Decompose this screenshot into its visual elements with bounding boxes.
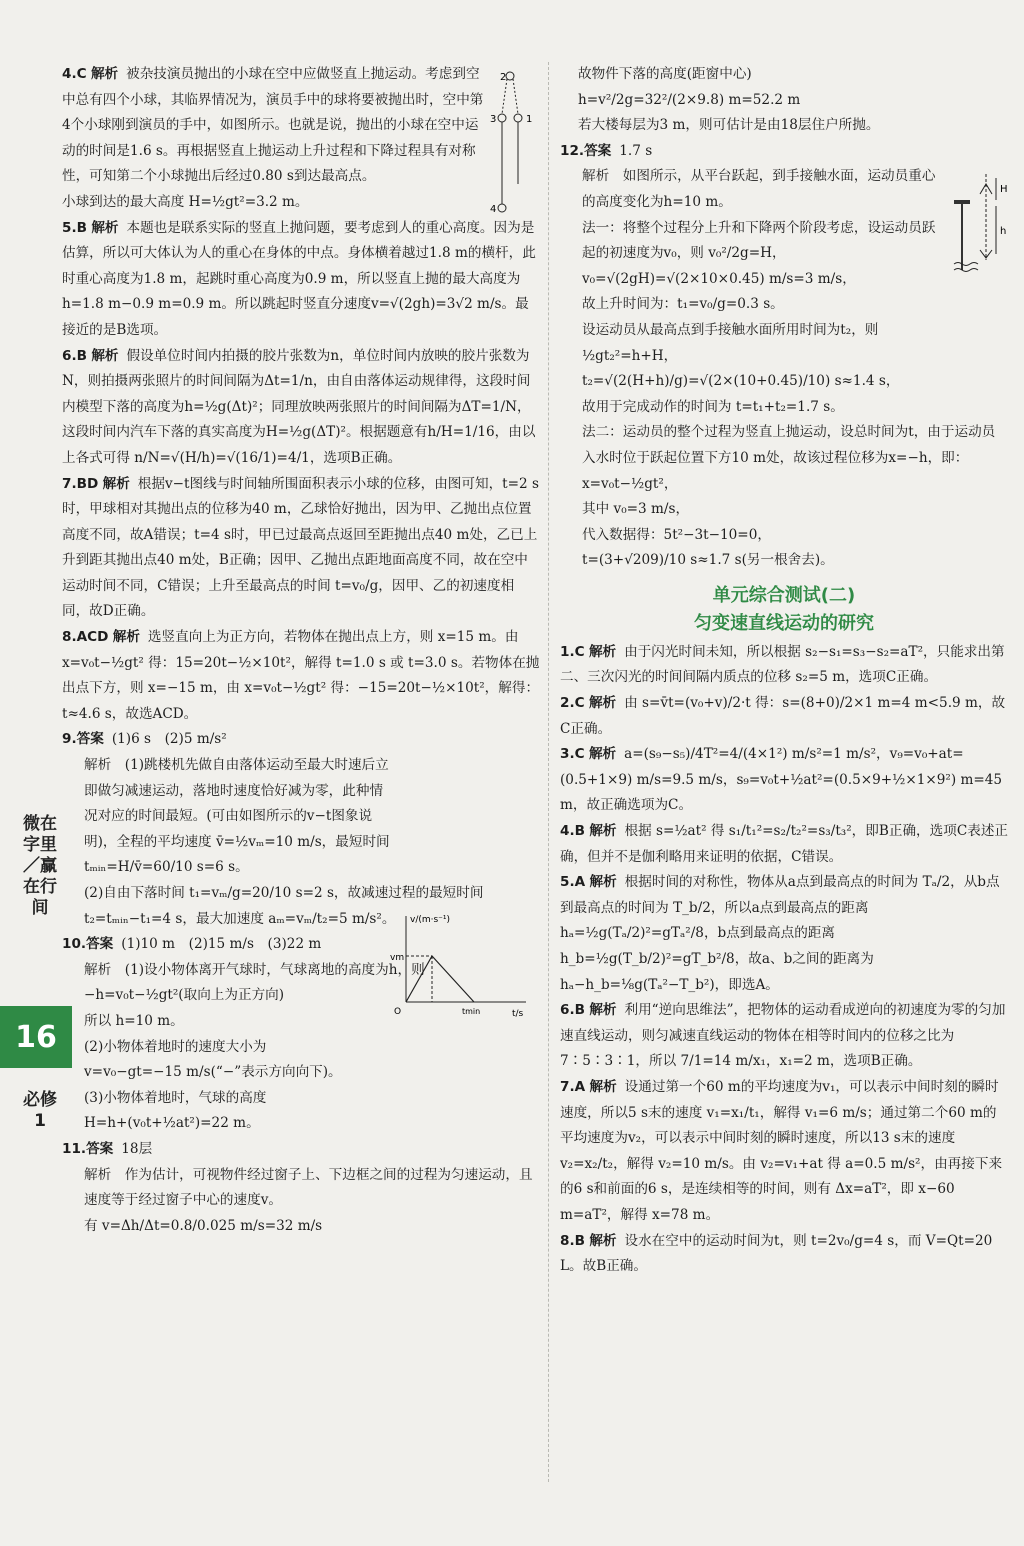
ball-label: 1 [526, 114, 533, 125]
answer-7: 7.BD 解析 根据v−t图线与时间轴所围面积表示小球的位移，由图可知，t=2 s时，甲球相对其抛出点的位移为40 m，乙球恰好抛出，因为甲、乙抛出点位置高度不同，故A错误；t=4 s时，甲已过最高点返回至距抛出点40 m处，乙已上升到距其抛出点40 m处，B正确；因甲、乙抛出点距地面高度不同，故在空中运动时间不同，C错误；上升至最高点的时间 t=v₀/g，因甲、乙的初速度相同，故D正确。 [62, 475, 539, 620]
answer-12-head: 12.答案 1.7 s [560, 142, 653, 159]
juggling-balls-figure [488, 66, 538, 220]
ball-label: 2 [500, 72, 507, 83]
answer-12-line: ½gt₂²=h+H， [582, 347, 678, 364]
answer-12-line: t=(3+√209)/10 s≈1.7 s(另一根舍去)。 [582, 552, 834, 569]
answer-12-line: 代入数据得：5t²−3t−10=0， [582, 526, 771, 543]
answer-12-line: 法二：运动员的整个过程为竖直上抛运动，设总时间为t，由于运动员入水时位于跃起位置下方10 m处，故该过程位移为x=−h，即：x=v₀t−½gt²， [582, 424, 996, 492]
test-answer-6: 6.B 解析 利用“逆向思维法”，把物体的运动看成逆向的初速度为零的匀加速直线运动，则匀减速直线运动的物体在相等时间内的位移之比为 7∶5∶3∶1，所以 7/1=14 m/x₁，x₁=2 m，选项B正确。 [560, 1002, 1006, 1070]
answer-10-line: v=v₀−gt=−15 m/s(“−”表示方向向下)。 [84, 1064, 342, 1081]
vt-origin-label: O [394, 1007, 402, 1017]
answer-8: 8.ACD 解析 选竖直向上为正方向，若物体在抛出点上方，则 x=15 m。由 x=v₀t−½gt² 得：15=20t−½×10t²，解得 t=1.0 s 或 t=3.0 s。若物体在抛出点下方，则 x=−15 m，由 x=v₀t−½gt² 得：−15=20t−½×10t²，解得：t≈4.6 s，故选ACD。 [62, 629, 540, 722]
right-column [560, 62, 1008, 1280]
vt-tmin-label: tmin [462, 1007, 481, 1016]
answer-10-head: 10.答案 (1)10 m (2)15 m/s (3)22 m [62, 936, 322, 953]
answer-12-line: 解析 如图所示，从平台跃起，到手接触水面，运动员重心的高度变化为h=10 m。 [582, 168, 936, 210]
test-answer-1: 1.C 解析 由于闪光时间未知，所以根据 s₂−s₁=s₃−s₂=aT²，只能求出第二、三次闪光的时间间隔内质点的位移 s₂=5 m，选项C正确。 [560, 643, 1005, 686]
side-slogan: 微在字里／赢在行间 [23, 814, 57, 918]
answer-9-line-1: 解析 (1)跳楼机先做自由落体运动至最大时速后立即做匀减速运动，落地时速度恰好减为零，此种情况对应的时间最短。(可由如图所示的v−t图象说明)，全程的平均速度 v̄=½vₘ=10 m/s，最短时间 tₘᵢₙ=H/v̄=60/10 s=6 s。 [84, 757, 394, 876]
test-answer-2: 2.C 解析 由 s=v̄t=(v₀+v)/2·t 得：s=(8+0)/2×1 m=4 m<5.9 m，故C正确。 [560, 695, 1006, 737]
left-column [62, 62, 540, 1239]
answer-10-line: 所以 h=10 m。 [84, 1012, 184, 1029]
answer-12-line: 故上升时间为：t₁=v₀/g=0.3 s。 [582, 296, 784, 313]
test-answer-7: 7.A 解析 设通过第一个60 m的平均速度为v₁，可以表示中间时刻的瞬时速度，所以5 s末的速度 v₁=x₁/t₁，解得 v₁=6 m/s；通过第二个60 m的平均速度为v₂，可以表示中间时刻的瞬时速度，所以13 s末的速度 v₂=x₂/t₂，解得 v₂=10 m/s。由 v₂=v₁+at 得 a=0.5 m/s²，由再接下来的6 s和前面的6 s，是连续相等的时间，则有 Δx=aT²，即 x−60 m=aT²，解得 x=78 m。 [560, 1078, 1003, 1223]
answer-10-line: −h=v₀t−½gt²(取向上为正方向) [84, 987, 285, 1004]
answer-11-cont: 若大楼每层为3 m，则可估计是由18层住户所抛。 [578, 117, 880, 134]
answer-12-line: 设运动员从最高点到手接触水面所用时间为t₂，则 [582, 321, 879, 338]
test-answer-3: 3.C 解析 a=(s₉−s₅)/4T²=4/(4×1²) m/s²=1 m/s²，v₉=v₀+at=(0.5+1×9) m/s=9.5 m/s，s₉=v₀t+½at²=(0.5×9+½×1×9²) m=45 m，故正确选项为C。 [560, 746, 1007, 814]
answer-10-line: H=h+(v₀t+½at²)=22 m。 [84, 1115, 260, 1132]
test-answer-8: 8.B 解析 设水在空中的运动时间为t，则 t=2v₀/g=4 s，而 V=Qt=20 L。故B正确。 [560, 1232, 997, 1275]
answer-6: 6.B 解析 假设单位时间内拍摄的胶片张数为n，单位时间内放映的胶片张数为N，则拍摄两张照片的时间间隔为Δt=1/n，由自由落体运动规律得，这段时间内模型下落的高度为h=½g(Δt)²；同理放映两张照片的时间间隔为ΔT=1/N，这段时间内汽车下落的真实高度为H=½g(ΔT)²。根据题意有h/H=1/16，由以上各式可得 n/N=√(H/h)=√(16/1)=4/1，选项B正确。 [62, 347, 536, 466]
section-subtitle: 匀变速直线运动的研究 [694, 612, 874, 634]
answer-11-cont: h=v²/2g=32²/(2×9.8) m=52.2 m [578, 91, 801, 108]
answer-11-line: 有 v=Δh/Δt=0.8/0.025 m/s=32 m/s [84, 1217, 323, 1234]
column-divider [548, 62, 549, 1482]
book-label: 必修1 [23, 1090, 57, 1131]
diver-h-label: h [1000, 226, 1007, 237]
answer-9-head: 9.答案 (1)6 s (2)5 m/s² [62, 731, 227, 748]
answer-11-head: 11.答案 18层 [62, 1140, 153, 1157]
ball-label: 3 [490, 114, 497, 125]
vt-graph-figure [386, 908, 536, 1024]
section-title: 单元综合测试(二) [712, 584, 856, 606]
answer-10-line: 解析 (1)设小物体离开气球时，气球离地的高度为h，则 [84, 961, 425, 978]
answer-12-line: 其中 v₀=3 m/s， [582, 501, 690, 518]
answer-12-line: 故用于完成动作的时间为 t=t₁+t₂=1.7 s。 [582, 398, 844, 415]
answer-11-cont: 故物件下落的高度(距窗中心) [578, 66, 752, 82]
test-answer-5: 5.A 解析 根据时间的对称性，物体从a点到最高点的时间为 Tₐ/2，从b点到最高点的时间为 T_b/2，所以a点到最高点的距离 hₐ=½g(Tₐ/2)²=gTₐ²/8，b点到最高点的距离 h_b=½g(T_b/2)²=gT_b²/8，故a、b之间的距离为 hₐ−h_b=⅛g(Tₐ²−T_b²)，即选A。 [560, 874, 1000, 993]
vt-y-axis-label: v/(m·s⁻¹) [410, 915, 451, 925]
answer-11-line: 解析 作为估计，可视物件经过窗子上、下边框之间的过程为匀速运动，且速度等于经过窗子中心的速度v。 [84, 1166, 533, 1209]
answer-12-line: 法一：将整个过程分上升和下降两个阶段考虑，设运动员跃起的初速度为v₀，则 v₀²/2g=H， [582, 219, 936, 262]
vt-x-axis-label: t/s [512, 1009, 524, 1019]
page-number-badge: 16 [0, 1006, 72, 1068]
test-answer-4: 4.B 解析 根据 s=½at² 得 s₁/t₁²=s₂/t₂²=s₃/t₃²，即B正确，选项C表述正确，但并不是伽利略用来证明的依据，C错误。 [560, 823, 1009, 865]
vt-vm-label: vm [390, 953, 405, 963]
diver-figure [950, 170, 1010, 284]
answer-9-line-2: (2)自由下落时间 t₁=vₘ/g=20/10 s=2 s，故减速过程的最短时间 t₂=tₘᵢₙ−t₁=4 s，最大加速度 aₘ=vₘ/t₂=5 m/s²。 [84, 885, 488, 927]
ball-label: 4 [490, 204, 497, 215]
answer-4: 4.C 解析 被杂技演员抛出的小球在空中应做竖直上抛运动。考虑到空中总有四个小球，其临界情况为，演员手中的球将要被抛出时，空中第4个小球刚到演员的手中，如图所示。也就是说，抛出的小球在空中运动的时间是1.6 s。再根据竖直上抛运动上升过程和下降过程具有对称性，可知第二个小球抛出后经过0.80 s到达最高点。 小球到达的最大高度 H=½gt²=3.2 m。 [62, 66, 484, 210]
answer-5: 5.B 解析 本题也是联系实际的竖直上抛问题，要考虑到人的重心高度。因为是估算，所以可大体认为人的重心在身体的中点。身体横着越过1.8 m的横杆，此时重心高度为1.8 m，起跳时重心高度为0.9 m，所以竖直上抛的最大高度为h=1.8 m−0.9 m=0.9 m。所以跳起时竖直分速度v=√(2gh)=3√2 m/s。最接近的是B选项。 [62, 219, 536, 338]
answer-10-line: (2)小物体着地时的速度大小为 [84, 1038, 267, 1055]
answer-10-line: (3)小物体着地时，气球的高度 [84, 1089, 267, 1106]
answer-12-line: t₂=√(2(H+h)/g)=√(2×(10+0.45)/10) s≈1.4 s， [582, 373, 900, 390]
diver-H-label: H [1000, 184, 1008, 195]
answer-12-line: v₀=√(2gH)=√(2×10×0.45) m/s=3 m/s， [582, 270, 856, 287]
